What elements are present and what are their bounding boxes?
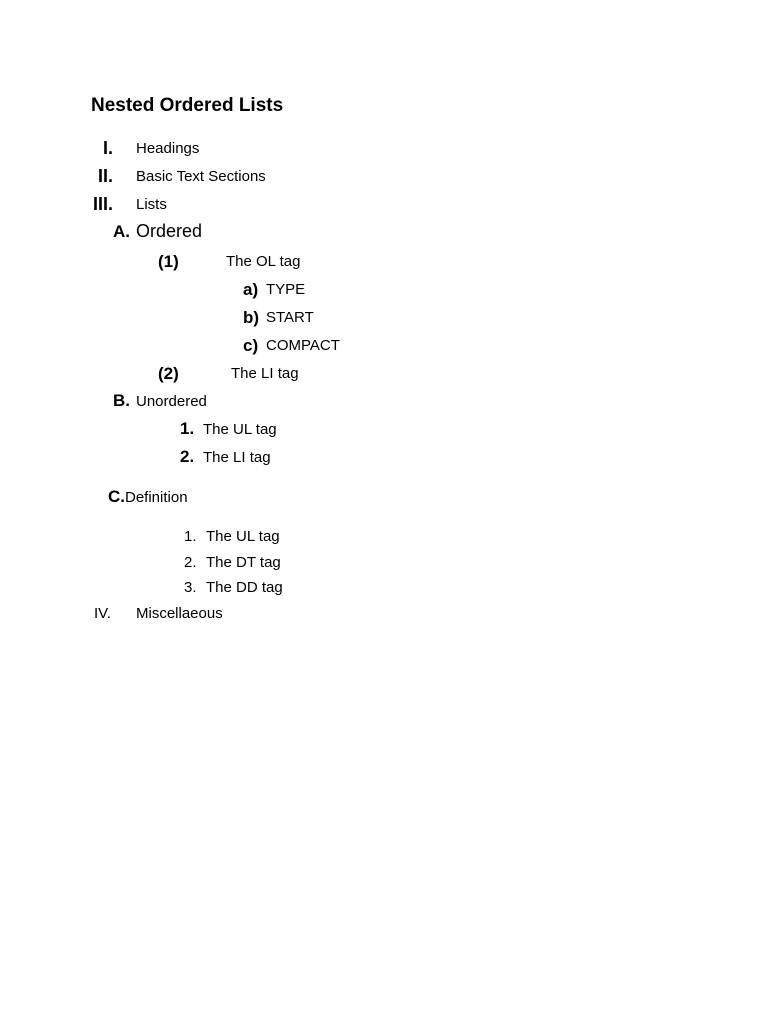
list-item-basic-text-sections: Basic Text Sections — [136, 168, 266, 185]
number-marker-2: 2. — [180, 447, 195, 466]
roman-marker-1: I. — [102, 138, 113, 158]
number-marker-1: 1. — [180, 419, 195, 438]
list-item-ordered: Ordered — [136, 221, 203, 241]
list-item-unordered: Unordered — [136, 393, 207, 410]
def-item-dd-tag: The DD tag — [206, 579, 283, 596]
alpha-marker-c: C. — [108, 487, 125, 506]
def-item-dt-tag: The DT tag — [206, 554, 281, 571]
paren-marker-2: (2) — [158, 364, 179, 383]
attribute-compact: COMPACT — [266, 337, 340, 354]
letter-marker-c: c) — [243, 336, 259, 355]
attribute-type: TYPE — [266, 281, 306, 298]
def-item-ul-tag: The UL tag — [206, 528, 280, 545]
roman-marker-4: IV. — [94, 605, 111, 622]
roman-marker-3: III. — [92, 194, 113, 214]
def-number-marker-3: 3. — [184, 579, 197, 596]
list-item-headings: Headings — [136, 140, 200, 157]
list-item-definition: Definition — [125, 489, 188, 506]
roman-marker-2: II. — [97, 166, 113, 186]
list-item-ol-tag: The OL tag — [226, 253, 301, 270]
page-title: Nested Ordered Lists — [91, 95, 284, 116]
list-item-ul-tag: The UL tag — [203, 421, 277, 438]
list-item-lists: Lists — [136, 196, 167, 213]
alpha-marker-b: B. — [113, 391, 130, 410]
def-number-marker-1: 1. — [184, 528, 197, 545]
def-number-marker-2: 2. — [184, 554, 197, 571]
letter-marker-b: b) — [243, 308, 260, 327]
letter-marker-a: a) — [243, 280, 259, 299]
list-item-li-tag-2: The LI tag — [203, 449, 271, 466]
list-item-li-tag: The LI tag — [231, 365, 299, 382]
alpha-marker-a: A. — [113, 222, 130, 241]
list-item-miscellaeous: Miscellaeous — [136, 605, 223, 622]
paren-marker-1: (1) — [158, 252, 179, 271]
attribute-start: START — [266, 309, 314, 326]
